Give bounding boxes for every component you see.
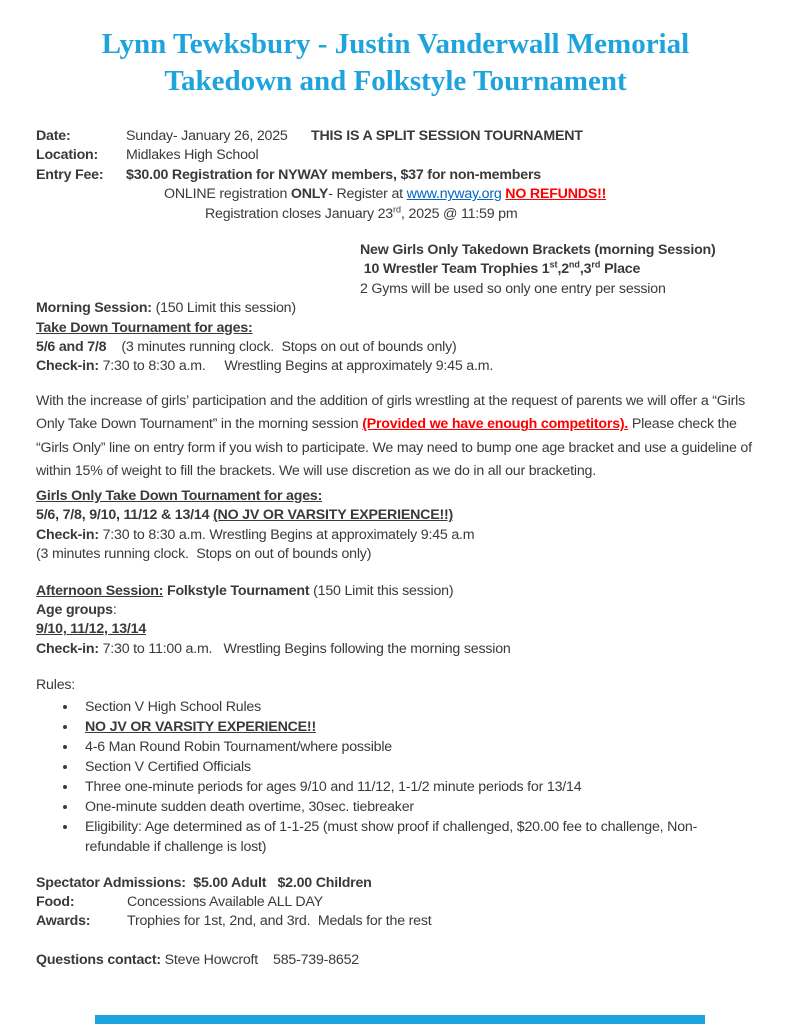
morning-session-heading: [36, 299, 755, 318]
date-label: Date:: [36, 128, 71, 144]
footer-info-block: [36, 874, 755, 932]
awards-value: Trophies for 1st, 2nd, and 3rd. Medals for the rest: [127, 913, 432, 930]
page-title: [36, 26, 755, 100]
rule-item: [78, 777, 755, 797]
girls-checkin-rest: 7:30 to 8:30 a.m. Wrestling Begins at approximately 9:45 a.m: [98, 526, 475, 543]
event-info-block: [36, 127, 755, 224]
morning-heading-rest: (150 Limit this session): [151, 300, 296, 317]
girls-tournament-block: [36, 487, 755, 565]
morning-checkin-line: [36, 357, 755, 376]
girls-clock-note: (3 minutes running clock. Stops on out of bounds only): [36, 546, 372, 563]
afternoon-checkin-rest: 7:30 to 11:00 a.m. Wrestling Begins following the morning session: [98, 640, 511, 657]
deadline-pre: Registration closes January 23: [205, 205, 393, 222]
morning-ages-line: [36, 338, 755, 357]
morning-ages-rest: (3 minutes running clock. Stops on out of bounds only): [106, 339, 457, 356]
location-value: Midlakes High School: [126, 147, 259, 164]
morning-ages-bold: 5/6 and 7/8: [36, 339, 107, 356]
afternoon-heading: [36, 582, 755, 601]
rule-item-text: 4-6 Man Round Robin Tournament/where possible: [85, 738, 392, 755]
footer-accent-bar: [95, 1015, 705, 1024]
title-line-1: Lynn Tewksbury - Justin Vanderwall Memorial: [101, 28, 690, 60]
morning-session-block: [36, 299, 755, 377]
trophies-part-1: 10 Wrestler Team Trophies 1: [360, 261, 550, 278]
food-label: Food:: [36, 893, 75, 910]
deadline-post: , 2025 @ 11:59 pm: [401, 205, 518, 222]
awards-row: [36, 912, 755, 931]
rule-item-text: NO JV OR VARSITY EXPERIENCE!!: [85, 718, 316, 735]
entry-fee-label: Entry Fee:: [36, 166, 104, 183]
girls-heading-text: Girls Only Take Down Tournament for ages:: [36, 487, 323, 504]
takedown-ages-text: Take Down Tournament for ages:: [36, 319, 253, 336]
rule-item-text: Section V Certified Officials: [85, 758, 251, 775]
entry-fee-value: $30.00 Registration for NYWAY members, $37 for non-members: [126, 166, 541, 183]
ordinal-st: st: [549, 259, 558, 270]
online-only-text: ONLY: [290, 186, 329, 203]
trophies-part-2: ,2: [557, 261, 569, 278]
girls-heading: [36, 487, 755, 506]
girls-checkin-label: Check-in:: [36, 526, 99, 543]
team-trophies-note: [360, 260, 755, 279]
spectator-admissions-line: [36, 874, 755, 893]
nyway-link[interactable]: www.nyway.org: [406, 186, 502, 203]
online-mid-text: - Register at: [328, 186, 407, 203]
awards-label: Awards:: [36, 913, 91, 930]
rules-list: [36, 697, 755, 857]
morning-checkin-rest: 7:30 to 8:30 a.m. Wrestling Begins at approximately 9:45 a.m.: [98, 358, 494, 375]
afternoon-checkin-line: [36, 640, 755, 659]
registration-deadline-line: [205, 205, 755, 224]
rule-item: [78, 737, 755, 757]
contact-line: [36, 951, 755, 970]
intro-part-2: Please check the “Girls Only” line on entry form if you wish to participate. We may need to bump one age bracket and use a guideline of within 15% of weight to fill the brackets. We will use discretion as we do in all our bracketing.: [36, 416, 756, 480]
competitors-proviso: (Provided we have enough competitors).: [362, 416, 629, 433]
online-pre-text: ONLINE registration: [164, 186, 291, 203]
takedown-ages-heading: [36, 319, 755, 338]
girls-ages-bold: 5/6, 7/8, 9/10, 11/12 & 13/14: [36, 507, 214, 524]
deadline-ordinal: rd: [393, 203, 402, 214]
afternoon-heading-rest: (150 Limit this session): [309, 582, 454, 599]
morning-checkin-label: Check-in:: [36, 358, 99, 375]
highlights-block: [360, 241, 755, 299]
spectator-value: $5.00 Adult $2.00 Children: [185, 874, 372, 891]
rule-item-text: Three one-minute periods for ages 9/10 and 11/12, 1-1/2 minute periods for 13/14: [85, 778, 582, 795]
gyms-note: 2 Gyms will be used so only one entry per session: [360, 280, 666, 297]
girls-checkin-line: [36, 526, 755, 545]
contact-label: Questions contact:: [36, 951, 161, 968]
rule-item-text: One-minute sudden death overtime, 30sec. tiebreaker: [85, 798, 414, 815]
age-groups-line: [36, 601, 755, 620]
food-value: Concessions Available ALL DAY: [127, 893, 323, 910]
location-row: [36, 146, 755, 165]
rule-item: [78, 757, 755, 777]
flyer-content: [0, 26, 791, 970]
afternoon-ages-text: 9/10, 11/12, 13/14: [36, 621, 147, 638]
no-refunds-note: NO REFUNDS!!: [505, 186, 607, 203]
intro-part-1: With the increase of girls’ participation and the addition of girls wrestling at the request of parents we will offer a “Girls Only Take Down Tournament” in the morning session: [36, 392, 749, 433]
entry-fee-row: [36, 166, 755, 185]
girls-brackets-note: New Girls Only Takedown Brackets (morning Session): [360, 242, 716, 259]
rule-item-text: Eligibility: Age determined as of 1-1-25 (must show proof if challenged, $20.00 fee to challenge, Non-refundable if challenge is lost): [85, 818, 698, 855]
morning-heading-bold: Morning Session:: [36, 300, 152, 317]
rule-item: [78, 697, 755, 717]
rule-item-text: Section V High School Rules: [85, 698, 261, 715]
date-row: [36, 127, 755, 146]
girls-experience-note: (NO JV OR VARSITY EXPERIENCE!!): [213, 507, 454, 524]
afternoon-heading-underlined: Afternoon Session:: [36, 582, 164, 599]
spectator-label: Spectator Admissions:: [36, 874, 186, 891]
trophies-part-4: Place: [600, 261, 641, 278]
contact-value: Steve Howcroft 585-739-8652: [160, 951, 359, 968]
age-groups-label: Age groups: [36, 601, 113, 618]
food-row: [36, 893, 755, 912]
location-label: Location:: [36, 147, 99, 164]
age-groups-colon: :: [112, 601, 117, 618]
ordinal-nd: nd: [568, 259, 580, 270]
rule-item: [78, 797, 755, 817]
rule-item: [78, 717, 755, 737]
split-session-note: THIS IS A SPLIT SESSION TOURNAMENT: [311, 128, 583, 144]
girls-ages-line: [36, 506, 755, 525]
girls-intro-paragraph: [36, 390, 755, 484]
afternoon-ages-line: [36, 620, 755, 639]
title-line-2: Takedown and Folkstyle Tournament: [164, 65, 627, 97]
trophies-part-3: ,3: [579, 261, 592, 278]
ordinal-rd: rd: [591, 259, 601, 270]
afternoon-session-block: [36, 582, 755, 660]
rules-heading: Rules:: [36, 677, 76, 694]
afternoon-heading-bold: Folkstyle Tournament: [163, 582, 310, 599]
date-value: Sunday- January 26, 2025: [126, 128, 288, 144]
afternoon-checkin-label: Check-in:: [36, 640, 99, 657]
rule-item: [78, 817, 755, 857]
online-registration-line: [164, 185, 755, 204]
